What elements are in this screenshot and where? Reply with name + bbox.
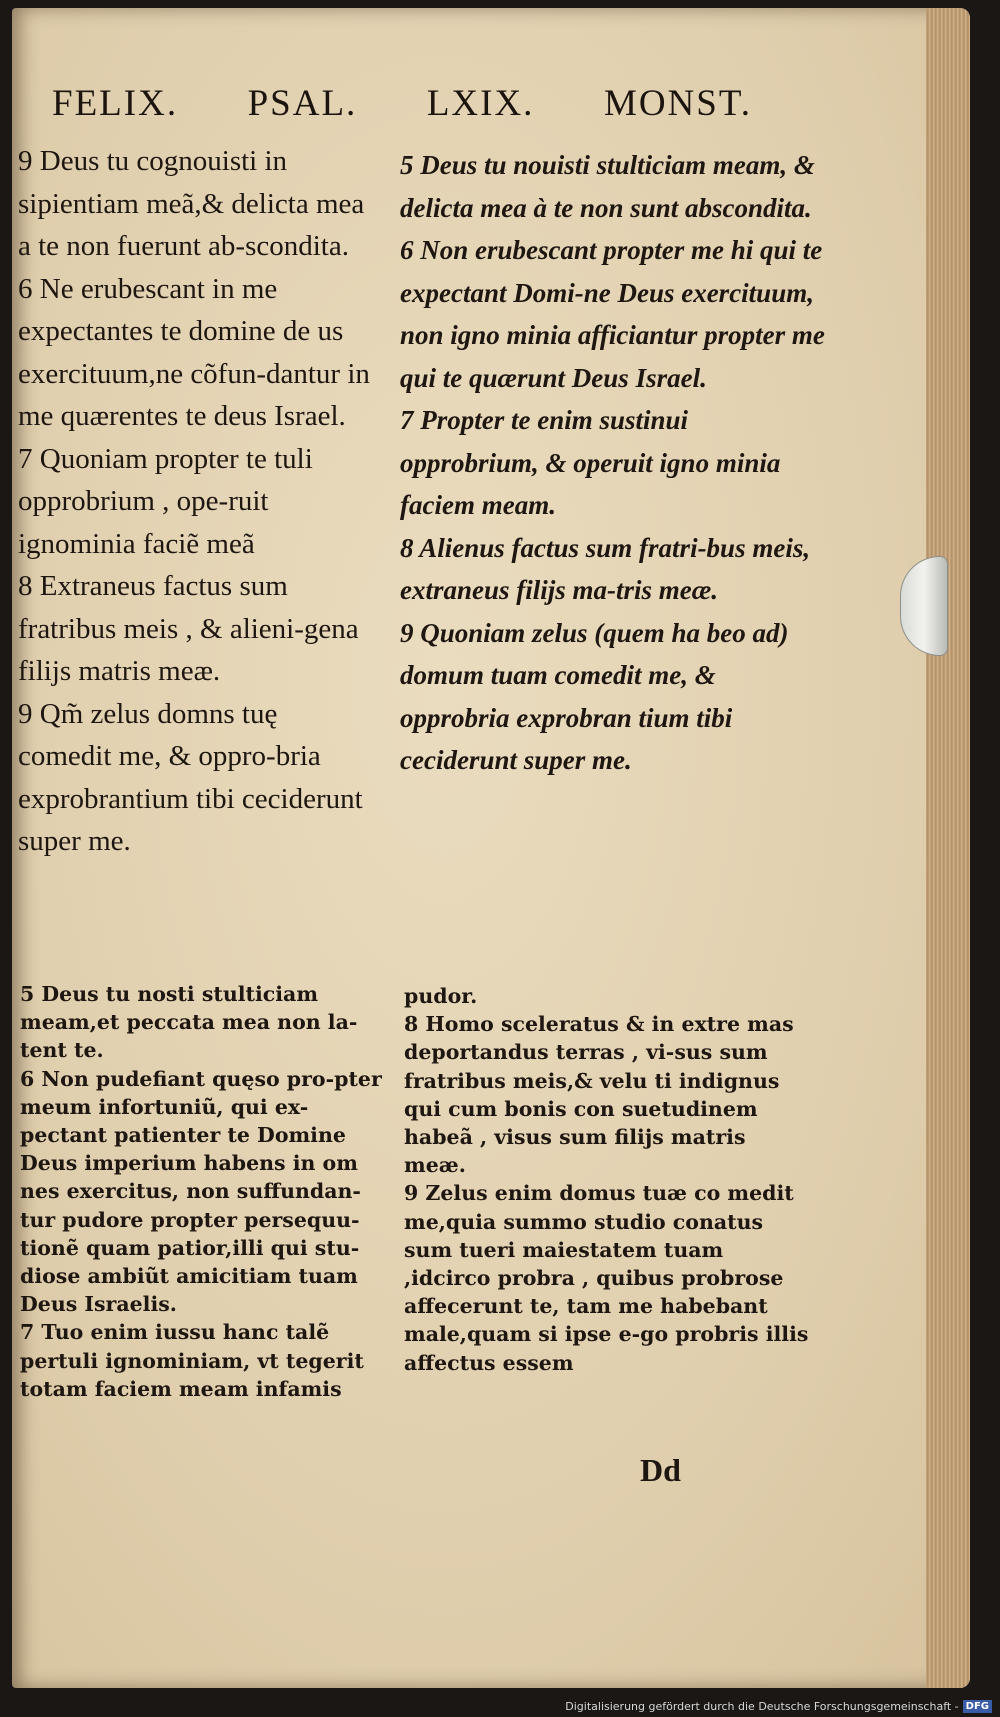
digitization-credit <box>565 1700 992 1713</box>
verse: 6 Non pudefiant quęso pro-pter meum infortuniũ, qui ex-pectant patienter te Domine Deus imperium habens in om nes exercitus, non suffundan-tur pudore propter persequu-tionẽ quam patior,illi qui stu-diose ambiũt amicitiam tuam Deus Israelis. <box>20 1066 382 1317</box>
upper-left-column <box>18 140 378 863</box>
verse: 7 Quoniam propter te tuli opprobrium , ope-ruit ignominia faciẽ meã <box>18 442 313 560</box>
verse: 9 Qm̃ zelus domns tuę comedit me, & oppro-bria exprobrantium tibi ceciderunt super me. <box>18 697 363 857</box>
credit-text: Digitalisierung gefördert durch die Deutsche Forschungsgemeinschaft - <box>565 1700 959 1713</box>
verse: 5 Deus tu nouisti stulticiam meam, & delicta mea à te non sunt abscondita. <box>400 150 815 223</box>
page-edge <box>926 8 970 1688</box>
verse: 7 Tuo enim iussu hanc talẽ pertuli ignominiam, vt tegerit totam faciem meam infamis <box>20 1320 364 1401</box>
running-header <box>52 82 752 122</box>
verse: 7 Propter te enim sustinui opprobrium, & operuit igno minia faciem meam. <box>400 405 781 520</box>
verse: pudor. <box>404 984 478 1008</box>
lower-left-column <box>20 980 382 1403</box>
verse: 8 Extraneus factus sum fratribus meis , & alieni-gena filijs matris meæ. <box>18 570 359 687</box>
verse: 8 Homo sceleratus & in extre mas deportandus terras , vi-sus sum fratribus meis,& velu ti indignus qui cum bonis con suetudinem habeã , visus sum filijs matris meæ. <box>404 1012 794 1178</box>
lower-right-column <box>404 982 814 1377</box>
header-left: FELIX. <box>52 83 179 124</box>
header-center-left: PSAL. <box>247 83 358 124</box>
header-right: MONST. <box>603 83 752 124</box>
page-clip <box>900 556 948 656</box>
verse: 9 Zelus enim domus tuæ co medit me,quia summo studio conatus sum tueri maiestatem tuam ,idcirco probra , quibus probrose affecerunt te, tam me habebant male,quam si ipse e-go probris illis affectus essem <box>404 1181 809 1375</box>
verse: 8 Alienus factus sum fratri-bus meis, extraneus filijs ma-tris meæ. <box>400 532 811 605</box>
verse: 6 Ne erubescant in me expectantes te domine de us exercituum,ne cõfun-dantur in me quærentes te deus Israel. <box>18 272 370 432</box>
verse: 5 Deus tu nosti stulticiam meam,et peccata mea non la-tent te. <box>20 982 358 1063</box>
verse: 6 Non erubescant propter me hi qui te expectant Domi-ne Deus exercituum, non igno minia afficiantur propter me qui te quærunt Deus Israel. <box>400 235 825 393</box>
dfg-logo: DFG <box>963 1700 992 1713</box>
header-center-right: LXIX. <box>426 83 535 124</box>
signature-mark: Dd <box>640 1452 681 1488</box>
verse: 9 Deus tu cognouisti in sipientiam meã,& delicta mea a te non fuerunt ab-scondita. <box>18 145 365 262</box>
upper-right-column <box>400 144 830 782</box>
verse: 9 Quoniam zelus (quem ha beo ad) domum tuam comedit me, & opprobria exprobran tium tibi ceciderunt super me. <box>400 617 789 775</box>
